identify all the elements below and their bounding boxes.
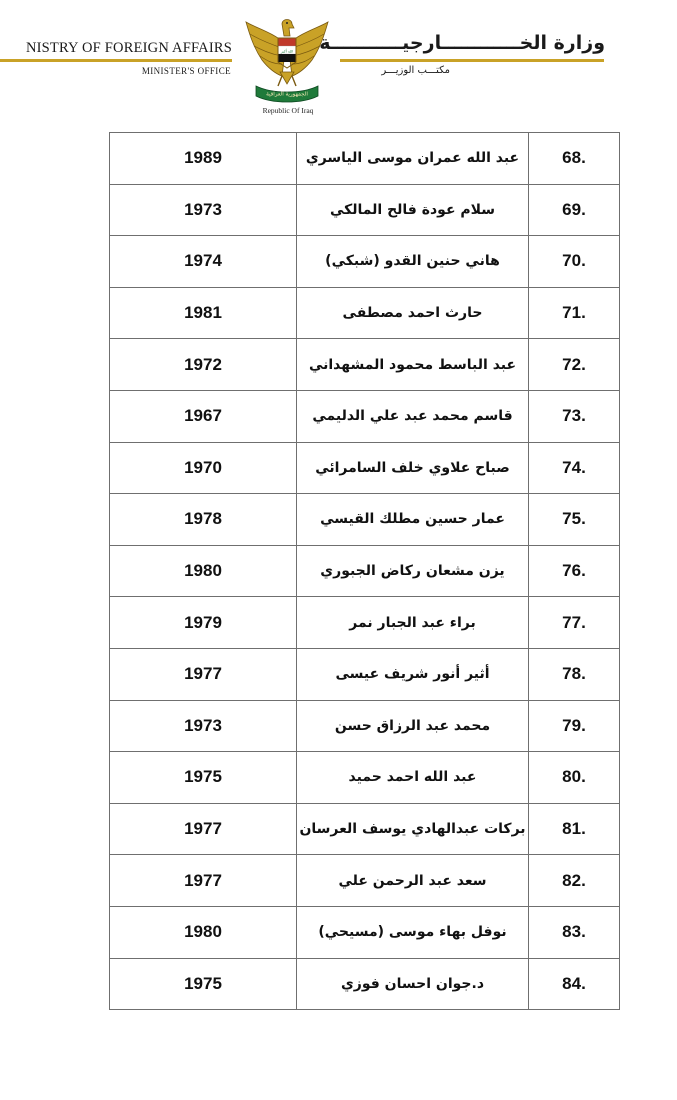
- table-row: [110, 545, 620, 597]
- row-number-cell: 72.: [529, 339, 620, 391]
- person-name-cell: سلام عودة فالح المالكي: [297, 184, 529, 236]
- person-name-cell: نوفل بهاء موسى (مسيحي): [297, 906, 529, 958]
- birth-year-cell: 1977: [110, 648, 297, 700]
- birth-year-cell: 1967: [110, 390, 297, 442]
- emblem-banner-text: الجمهورية العراقية: [266, 91, 308, 98]
- row-number-cell: 84.: [529, 958, 620, 1010]
- birth-year-cell: 1977: [110, 855, 297, 907]
- table-row: [110, 906, 620, 958]
- row-number-cell: 74.: [529, 442, 620, 494]
- birth-year-cell: 1981: [110, 287, 297, 339]
- person-name-cell: عبد الله عمران موسى الياسري: [297, 133, 529, 185]
- row-number-cell: 83.: [529, 906, 620, 958]
- table-row: [110, 236, 620, 288]
- row-number-cell: 68.: [529, 133, 620, 185]
- birth-year-cell: 1979: [110, 597, 297, 649]
- birth-year-cell: 1975: [110, 958, 297, 1010]
- person-name-cell: أثير أنور شريف عيسى: [297, 648, 529, 700]
- person-name-cell: صباح علاوي خلف السامرائي: [297, 442, 529, 494]
- birth-year-cell: 1978: [110, 494, 297, 546]
- person-name-cell: قاسم محمد عبد علي الدليمي: [297, 390, 529, 442]
- row-number-cell: 82.: [529, 855, 620, 907]
- table-row: [110, 597, 620, 649]
- table-row: [110, 752, 620, 804]
- birth-year-cell: 1980: [110, 545, 297, 597]
- arabic-gold-rule: [340, 59, 604, 62]
- emblem-caption: Republic Of Iraq: [262, 106, 314, 115]
- row-number-cell: 73.: [529, 390, 620, 442]
- table-row: [110, 339, 620, 391]
- birth-year-cell: 1973: [110, 700, 297, 752]
- person-name-cell: د.جوان احسان فوزي: [297, 958, 529, 1010]
- table-row: [110, 700, 620, 752]
- names-table-body: [110, 133, 620, 1010]
- birth-year-cell: 1973: [110, 184, 297, 236]
- person-name-cell: يزن مشعان ركاض الجبوري: [297, 545, 529, 597]
- person-name-cell: محمد عبد الرزاق حسن: [297, 700, 529, 752]
- row-number-cell: 76.: [529, 545, 620, 597]
- names-table: [109, 132, 620, 1010]
- row-number-cell: 75.: [529, 494, 620, 546]
- birth-year-cell: 1989: [110, 133, 297, 185]
- emblem-shield-text: الله أكبر: [280, 49, 294, 54]
- person-name-cell: عبد الله احمد حميد: [297, 752, 529, 804]
- iraq-eagle-emblem-icon: [242, 14, 332, 106]
- table-row: [110, 133, 620, 185]
- row-number-cell: 70.: [529, 236, 620, 288]
- row-number-cell: 77.: [529, 597, 620, 649]
- table-row: [110, 287, 620, 339]
- letterhead: [0, 0, 677, 125]
- english-gold-rule: [0, 59, 232, 62]
- table-row: [110, 184, 620, 236]
- birth-year-cell: 1975: [110, 752, 297, 804]
- table-row: [110, 803, 620, 855]
- office-name-arabic: مكتـــب الوزيـــر: [381, 65, 450, 76]
- birth-year-cell: 1970: [110, 442, 297, 494]
- table-row: [110, 648, 620, 700]
- person-name-cell: هاني حنين القدو (شبكي): [297, 236, 529, 288]
- ministry-name-arabic: وزارة الخــــــــــــارجيـــــــــــة: [319, 32, 605, 54]
- row-number-cell: 78.: [529, 648, 620, 700]
- birth-year-cell: 1974: [110, 236, 297, 288]
- table-row: [110, 442, 620, 494]
- person-name-cell: عبد الباسط محمود المشهداني: [297, 339, 529, 391]
- row-number-cell: 80.: [529, 752, 620, 804]
- birth-year-cell: 1977: [110, 803, 297, 855]
- birth-year-cell: 1972: [110, 339, 297, 391]
- person-name-cell: سعد عبد الرحمن علي: [297, 855, 529, 907]
- table-row: [110, 958, 620, 1010]
- row-number-cell: 69.: [529, 184, 620, 236]
- person-name-cell: براء عبد الجبار نمر: [297, 597, 529, 649]
- birth-year-cell: 1980: [110, 906, 297, 958]
- ministry-name-english: NISTRY OF FOREIGN AFFAIRS: [25, 40, 232, 56]
- row-number-cell: 79.: [529, 700, 620, 752]
- row-number-cell: 81.: [529, 803, 620, 855]
- table-row: [110, 494, 620, 546]
- row-number-cell: 71.: [529, 287, 620, 339]
- office-name-english: MINISTER'S OFFICE: [141, 66, 231, 76]
- person-name-cell: عمار حسين مطلك القيسي: [297, 494, 529, 546]
- person-name-cell: حارث احمد مصطفى: [297, 287, 529, 339]
- person-name-cell: بركات عبدالهادي يوسف العرسان: [297, 803, 529, 855]
- table-row: [110, 855, 620, 907]
- table-row: [110, 390, 620, 442]
